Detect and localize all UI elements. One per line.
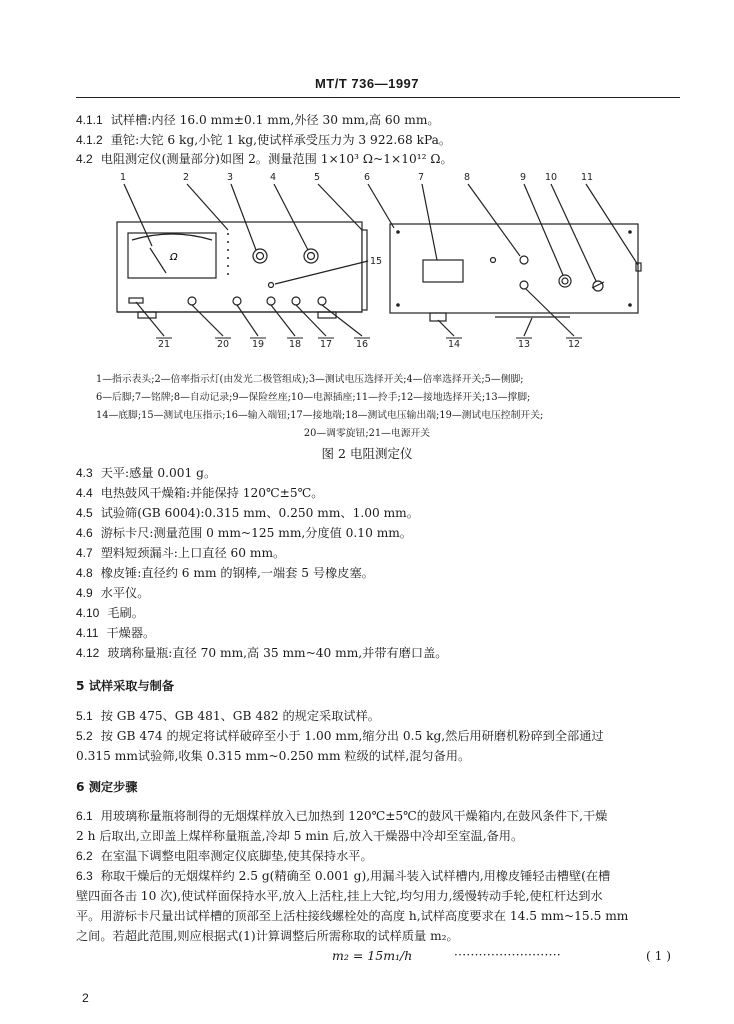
- range-indicator-lamps-2: [227, 233, 229, 275]
- item-number: 4.11: [76, 626, 99, 640]
- item-text: 毛刷。: [107, 606, 144, 620]
- item-number: 4.9: [76, 586, 93, 600]
- para-6-3-line-1: [76, 868, 610, 884]
- para-6-3-line-2: 壁四面各击 10 次),使试样面保持水平,放入上活柱,挂上大铊,均匀用力,缓慢转动手轮,使杠杆达到水: [76, 889, 603, 903]
- item-text: 玻璃称量瓶:直径 70 mm,高 35 mm~40 mm,并带有磨口盖。: [107, 646, 448, 660]
- item-text: 电阻测定仪(测量部分)如图 2。测量范围 1×10³ Ω~1×10¹² Ω。: [100, 152, 453, 166]
- item-text: 游标卡尺:测量范围 0 mm~125 mm,分度值 0.10 mm。: [100, 526, 412, 540]
- para-5-1: [76, 708, 380, 724]
- auto-record-8: [520, 256, 528, 264]
- page-header: MT/T 736—1997: [314, 76, 420, 91]
- item-number: 6.1: [76, 809, 93, 823]
- item-number: 6.3: [76, 869, 93, 883]
- callout-4: 4: [270, 172, 277, 183]
- item-number: 4.12: [76, 646, 100, 660]
- callout-12: 12: [568, 339, 581, 350]
- legend-line-4: 20—调零旋钮;21—电源开关: [303, 428, 431, 439]
- header-rule: [76, 97, 680, 98]
- para-text: 按 GB 474 的规定将试样破碎至小于 1.00 mm,缩分出 0.5 kg,然后用研磨机粉碎到全部通过: [100, 729, 604, 743]
- item-text: 电热鼓风干燥箱:并能保持 120℃±5℃。: [100, 486, 324, 500]
- item-4-10: [76, 605, 144, 621]
- item-number: 4.1.2: [76, 133, 103, 147]
- item-4-1-2: [76, 132, 451, 148]
- item-number: 4.6: [76, 526, 93, 540]
- item-text: 重铊:大铊 6 kg,小铊 1 kg,使试样承受压力为 3 922.68 kPa。: [110, 133, 452, 147]
- item-number: 5.1: [76, 709, 93, 723]
- item-number: 4.8: [76, 566, 93, 580]
- callout-14: 14: [448, 339, 461, 350]
- side-foot-5: [362, 230, 367, 310]
- item-4-5: [76, 505, 419, 521]
- callout-17: 17: [320, 339, 333, 350]
- callout-15: 15: [370, 256, 383, 267]
- voltage-indicator-15: [269, 283, 274, 288]
- item-4-12: [76, 645, 447, 661]
- callout-18: 18: [289, 339, 302, 350]
- range-select-knob-4: [304, 249, 318, 263]
- para-text: 称取干燥后的无烟煤样约 2.5 g(精确至 0.001 g),用漏斗装入试样槽内,用橡皮锤轻击槽壁(在槽: [100, 869, 611, 883]
- item-text: 天平:感量 0.001 g。: [100, 466, 217, 480]
- formula-number: ( 1 ): [646, 949, 672, 963]
- control-switch-19: [233, 297, 241, 305]
- bottom-foot-14: [430, 313, 446, 321]
- callout-7: 7: [418, 172, 425, 183]
- para-text: 用玻璃称量瓶将制得的无烟煤样放入已加热到 120℃±5℃的鼓风干燥箱内,在鼓风条件下,干燥: [100, 809, 608, 823]
- callout-21: 21: [158, 339, 171, 350]
- para-6-3-line-3: 平。用游标卡尺量出试样槽的顶部至上活柱接线螺栓处的高度 h,试样高度要求在 14.5 mm~15.5 mm: [76, 909, 629, 923]
- para-6-2: [76, 848, 373, 864]
- callout-9: 9: [520, 172, 527, 183]
- item-4-8: [76, 565, 374, 581]
- item-number: 5.2: [76, 729, 93, 743]
- item-text: 橡皮锤:直径约 6 mm 的钢棒,一端套 5 号橡皮塞。: [100, 566, 374, 580]
- item-number: 4.1.1: [76, 113, 103, 127]
- ground-terminal-17: [292, 297, 300, 305]
- section-5-title: 5 试样采取与制备: [76, 679, 175, 693]
- resistance-meter-figure: [100, 168, 660, 358]
- zero-adjust-knob-20: [188, 297, 196, 305]
- item-number: 4.5: [76, 506, 93, 520]
- item-number: 4.3: [76, 466, 93, 480]
- para-6-3-line-4: 之间。若超此范围,则应根据式(1)计算调整后所需称取的试样质量 m₂。: [76, 929, 459, 943]
- rear-panel: [390, 224, 638, 313]
- item-number: 4.4: [76, 486, 93, 500]
- item-4-3: [76, 465, 216, 481]
- callout-11: 11: [581, 172, 594, 183]
- legend-line-2: 6—后脚;7—铭牌;8—自动记录;9—保险丝座;10—电源插座;11—拎手;12—接地选择开关;13—撑脚;: [96, 392, 531, 403]
- item-4-11: [76, 625, 155, 641]
- ground-select-12: [520, 281, 528, 289]
- callout-5: 5: [314, 172, 321, 183]
- fuse-holder-9: [559, 275, 571, 287]
- item-text: 塑料短颈漏斗:上口直径 60 mm。: [100, 546, 286, 560]
- input-terminal-16: [318, 297, 326, 305]
- para-6-1-line-1: [76, 808, 607, 824]
- item-4-7: [76, 545, 285, 561]
- para-text: 按 GB 475、GB 481、GB 482 的规定采取试样。: [100, 709, 380, 723]
- item-4-1-1: [76, 112, 440, 128]
- page-number: 2: [82, 991, 89, 1005]
- para-5-2-line-2: 0.315 mm试验筛,收集 0.315 mm~0.250 mm 粒级的试样,混匀备用。: [76, 749, 471, 763]
- para-5-2-line-1: [76, 728, 604, 744]
- item-text: 试验筛(GB 6004):0.315 mm、0.250 mm、1.00 mm。: [100, 506, 419, 520]
- callout-2: 2: [183, 172, 190, 183]
- legend-line-1: 1—指示表头;2—倍率指示灯(由发光二极管组成);3—测试电压选择开关;4—倍率选择开关;5—侧脚;: [96, 374, 524, 385]
- power-socket-10: [593, 281, 603, 291]
- para-6-1-line-2: 2 h 后取出,立即盖上煤样称量瓶盖,冷却 5 min 后,放入干燥器中冷却至室温,备用。: [76, 829, 524, 843]
- callout-10: 10: [545, 172, 558, 183]
- callout-20: 20: [217, 339, 230, 350]
- callout-8: 8: [464, 172, 471, 183]
- callout-13: 13: [518, 339, 531, 350]
- voltage-select-knob-3: [253, 249, 267, 263]
- formula-leader-dots: ··························: [454, 948, 561, 962]
- item-number: 4.7: [76, 546, 93, 560]
- callout-3: 3: [227, 172, 234, 183]
- item-4-2: [76, 151, 453, 167]
- item-number: 4.2: [76, 152, 93, 166]
- item-text: 干燥器。: [106, 626, 156, 640]
- item-number: 4.10: [76, 606, 100, 620]
- nameplate-7: [423, 260, 463, 282]
- item-number: 6.2: [76, 849, 93, 863]
- meter-symbol: Ω: [170, 252, 178, 263]
- output-terminal-18: [267, 297, 275, 305]
- figure-caption: 图 2 电阻测定仪: [321, 446, 413, 461]
- para-text: 在室温下调整电阻率测定仪底脚垫,使其保持水平。: [100, 849, 373, 863]
- item-4-6: [76, 525, 412, 541]
- formula-1: m₂ = 15m₁/h: [332, 948, 413, 963]
- item-4-4: [76, 485, 323, 501]
- item-4-9: [76, 585, 149, 601]
- legend-line-3: 14—底脚;15—测试电压指示;16—输入端钮;17—接地端;18—测试电压输出端;19—测试电压控制开关;: [96, 410, 544, 421]
- callout-19: 19: [252, 339, 265, 350]
- callout-6: 6: [364, 172, 371, 183]
- item-text: 水平仪。: [100, 586, 150, 600]
- item-text: 试样槽:内径 16.0 mm±0.1 mm,外径 30 mm,高 60 mm。: [110, 113, 440, 127]
- callout-16: 16: [356, 339, 369, 350]
- callout-1: 1: [120, 172, 127, 183]
- section-6-title: 6 测定步骤: [76, 780, 138, 794]
